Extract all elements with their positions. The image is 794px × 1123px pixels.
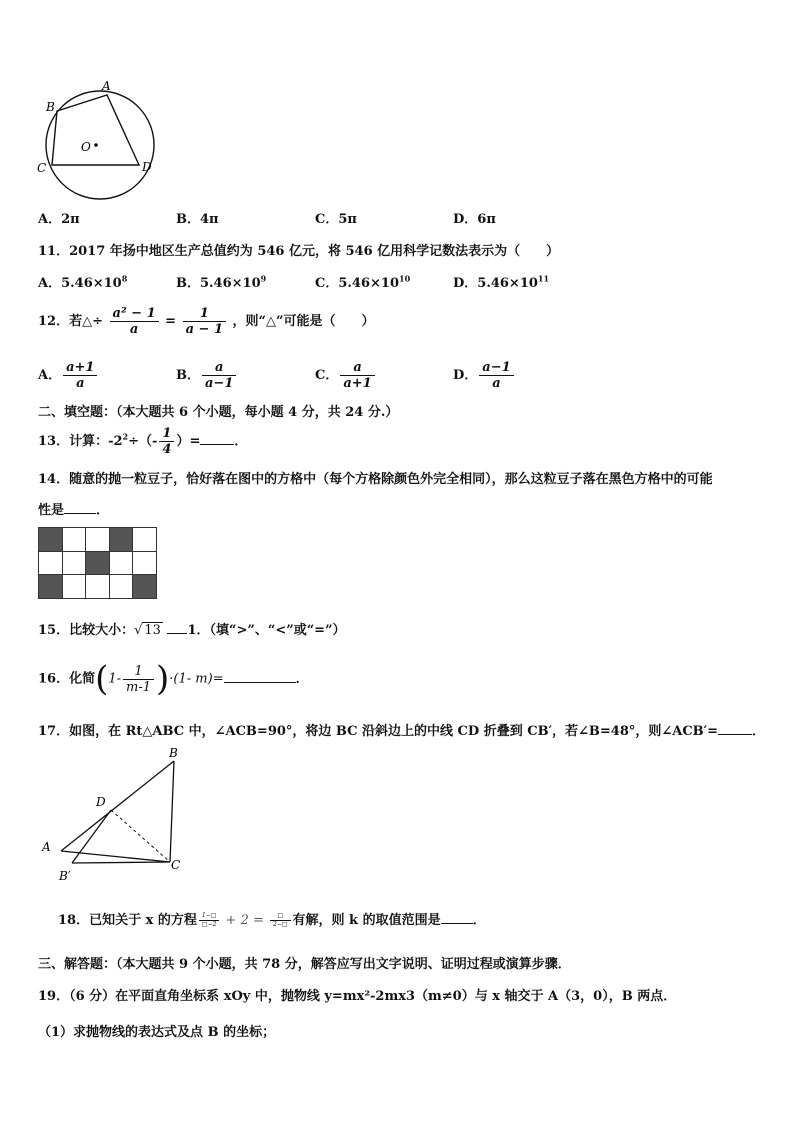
grid-cell-white — [62, 551, 86, 575]
q17-question: 17．如图，在 Rt△ABC 中，∠ACB=90°，将边 BC 沿斜边上的中线 CD 折叠到 CB′，若∠B=48°，则∠ACB′= ． — [38, 724, 766, 739]
triangle-figure — [34, 745, 194, 885]
grid-cell-white — [109, 551, 133, 575]
grid-cell-white — [133, 551, 157, 575]
q10-option-c: C．5π — [315, 212, 357, 227]
grid-cell-black — [109, 528, 133, 552]
grid-cell-white — [133, 528, 157, 552]
center-point — [94, 143, 98, 147]
q14-text-line1: 14．随意的抛一粒豆子，恰好落在图中的方格中（每个方格除颜色外完全相同），那么这粒豆子落在黑色方格中的可能 — [38, 472, 713, 487]
q12-fraction-2: $\frac{1}{a - 1}$ — [183, 306, 226, 337]
q10-option-a: A．2π — [38, 212, 80, 227]
tri-label-B-prime: B′ — [59, 869, 71, 883]
q15-answer-blank[interactable] — [167, 621, 187, 634]
grid-cell-black — [39, 575, 63, 599]
q15-question: 15．比较大小：√ 13 1．（填“>”、“<”或“=”） — [38, 623, 346, 638]
q12-option-a: A． $\frac{a+1}{a}$ — [38, 360, 99, 391]
q14-answer-blank[interactable] — [64, 501, 96, 514]
grid-row — [39, 575, 157, 599]
grid-row — [39, 551, 157, 575]
grid-cell-white — [62, 528, 86, 552]
q18-answer-blank[interactable] — [441, 911, 473, 924]
section-2-heading: 二、填空题：（本大题共 6 个小题，每小题 4 分，共 24 分.） — [38, 405, 399, 420]
tri-label-A: A — [42, 840, 51, 854]
grid-cell-white — [86, 528, 110, 552]
q19-part1: （1）求抛物线的表达式及点 B 的坐标； — [38, 1025, 276, 1040]
grid-cell-white — [39, 551, 63, 575]
label-C: C — [37, 161, 47, 175]
q11-text: 11．2017 年扬中地区生产总值约为 546 亿元，将 546 亿用科学记数法表示为（ ） — [38, 244, 560, 259]
section-3-heading: 三、解答题：（本大题共 9 个小题，共 78 分，解答应写出文字说明、证明过程或演算步骤． — [38, 957, 571, 972]
q10-option-b: B．4π — [176, 212, 219, 227]
q16-answer-blank[interactable] — [224, 670, 296, 683]
grid-cell-white — [86, 575, 110, 599]
q16-question: 16．化简(1- $\frac{1}{m-1}$ )·(1- m)= ． — [38, 659, 309, 699]
q17-answer-blank[interactable] — [718, 722, 752, 735]
q12-option-d: D． $\frac{a-1}{a}$ — [453, 360, 516, 391]
q12-question: 12．若△÷ $\frac{\text{a² − 1}}{a}$ = $\frac{1}{a - 1}$ ，则“△”可能是（ ） — [38, 306, 375, 337]
q12-fraction-1: $\frac{\text{a² − 1}}{a}$ — [110, 306, 159, 337]
grid-cell-black — [86, 551, 110, 575]
circle-outline — [46, 91, 154, 199]
q11-option-c: C．$5.46\times 10^{10}$ — [315, 273, 411, 291]
q11-option-b: B．$5.46\times 10^9$ — [176, 273, 267, 291]
quadrilateral-abcd — [52, 95, 139, 165]
q18-question: 18．已知关于 x 的方程 $\frac{1-□}{□-2}$ + 2 = $\frac{□}{2-□}$ 有解，则 k 的取值范围是 ． — [58, 912, 486, 928]
grid-cell-black — [39, 528, 63, 552]
q19-question: 19．（6 分）在平面直角坐标系 xOy 中，抛物线 y=mx²-2mx3（m≠0）与 x 轴交于 A（3，0），B 两点． — [38, 989, 677, 1004]
grid-cell-white — [109, 575, 133, 599]
q11-option-a: A．$5.46\times 10^8$ — [38, 273, 128, 291]
circle-figure — [30, 78, 170, 203]
grid-row — [39, 528, 157, 552]
label-D: D — [142, 160, 152, 174]
q10-option-d: D．6π — [453, 212, 496, 227]
label-A: A — [102, 79, 111, 93]
q18-equation-image: $\frac{1-□}{□-2}$ — [199, 912, 220, 929]
q13-answer-blank[interactable] — [200, 432, 234, 445]
q12-option-c: C． $\frac{a}{a+1}$ — [315, 360, 377, 391]
label-B: B — [46, 100, 55, 114]
grid-cell-black — [133, 575, 157, 599]
q11-option-d: D．$5.46\times 10^{11}$ — [453, 273, 550, 291]
tri-label-D: D — [96, 795, 106, 809]
tri-label-C: C — [171, 858, 181, 872]
tri-label-B: B — [169, 746, 178, 760]
q14-text-line2: 性是 ． — [38, 503, 110, 518]
q12-option-b: B． $\frac{a}{a-1}$ — [176, 360, 238, 391]
q13-question: 13．计算：$-2^2\div(-$ $\frac{1}{4}$ ）= ． — [38, 426, 248, 457]
probability-grid — [38, 527, 157, 599]
label-O: O — [81, 140, 91, 154]
grid-cell-white — [62, 575, 86, 599]
